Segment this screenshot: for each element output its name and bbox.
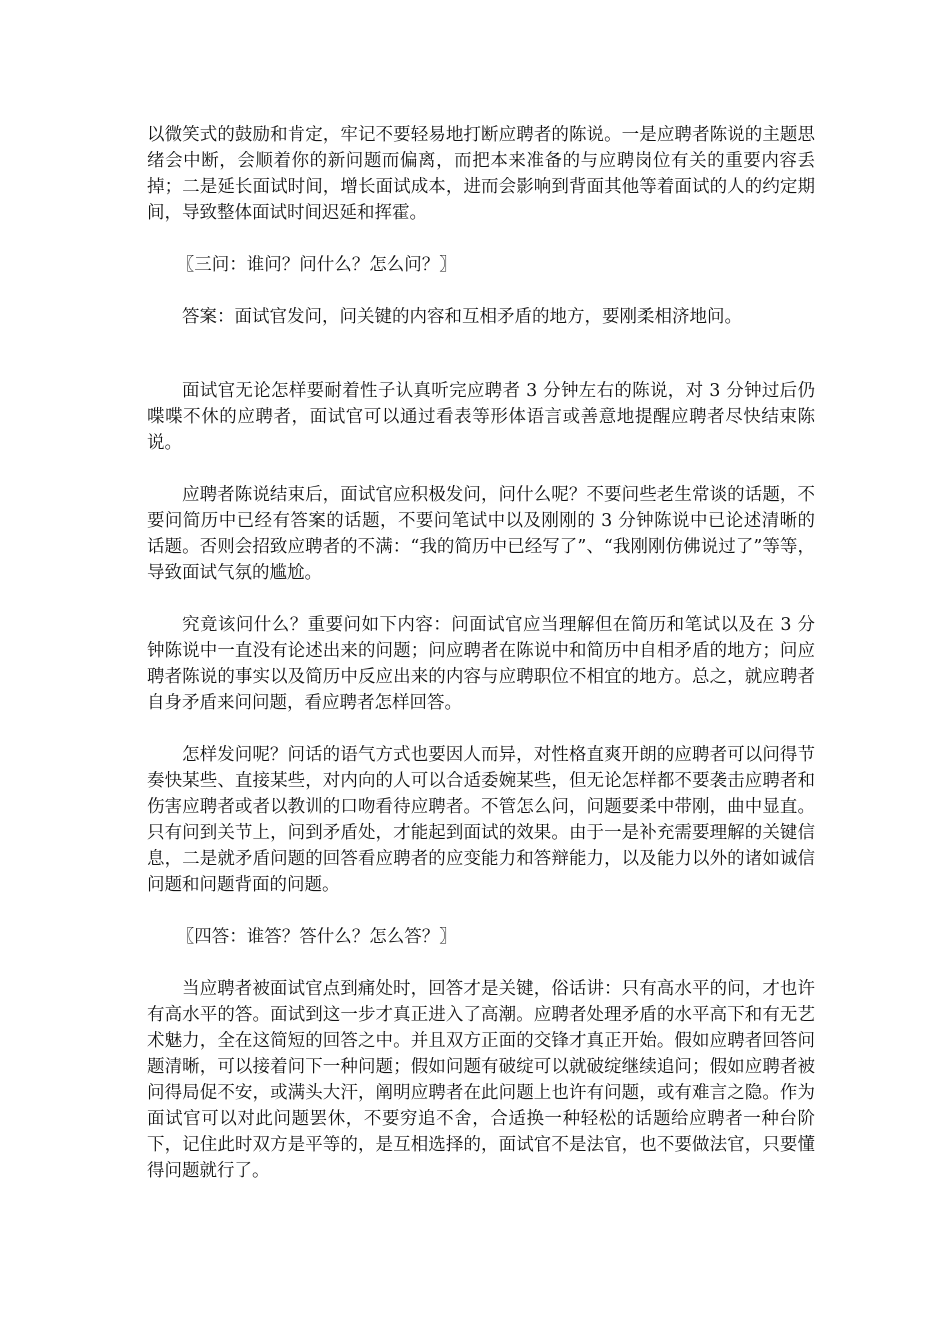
paragraph-interrupt-advice: 以微笑式的鼓励和肯定，牢记不要轻易地打断应聘者的陈说。一是应聘者陈说的主题思绪会中断，会顺着你的新问题而偏离，而把本来准备的与应聘岗位有关的重要内容丢掉；二是延长面试时间，增长面试成本，进而会影响到背面其他等着面试的人的约定期间，导致整体面试时间迟延和挥霍。: [147, 125, 815, 223]
paragraph-answering: 当应聘者被面试官点到痛处时，回答才是关键，俗话讲：只有高水平的问，才也许有高水平的答。面试到这一步才真正进入了高潮。应聘者处理矛盾的水平高下和有无艺术魅力，全在这简短的回答之中。并且双方正面的交锋才真正开始。假如应聘者回答问题清晰，可以接着问下一种问题；假如问题有破绽可以就破绽继续追问；假如应聘者被问得局促不安，或满头大汗，阐明应聘者在此问题上也许有问题，或有难言之隐。作为面试官可以对此问题罢休，不要穷追不舍，合适换一种轻松的话题给应聘者一种台阶下，记住此时双方是平等的，是互相选择的，面试官不是法官，也不要做法官，只要懂得问题就行了。: [147, 979, 815, 1181]
paragraph-what-to-ask: 究竟该问什么？重要问如下内容：问面试官应当理解但在简历和笔试以及在 3 分钟陈说中一直没有论述出来的问题；问应聘者在陈说中和简历中自相矛盾的地方；问应聘者陈说的事实以及简历中反应出来的内容与应聘职位不相宜的地方。总之，就应聘者自身矛盾来问问题，看应聘者怎样回答。: [147, 615, 815, 713]
paragraph-answer-summary: 答案：面试官发问，问关键的内容和互相矛盾的地方，要刚柔相济地问。: [182, 307, 742, 327]
document-body: [147, 122, 815, 1184]
paragraph-listen-patiently: 面试官无论怎样要耐着性子认真听完应聘者 3 分钟左右的陈说，对 3 分钟过后仍喋喋不休的应聘者，面试官可以通过看表等形体语言或善意地提醒应聘者尽快结束陈说。: [147, 381, 815, 453]
section-heading-three-ask: 〖三问：谁问？问什么？怎么问？〗: [176, 255, 457, 275]
section-heading-four-answer: 〖四答：谁答？答什么？怎么答？〗: [176, 927, 457, 947]
paragraph-what-not-to-ask: 应聘者陈说结束后，面试官应积极发问，问什么呢？不要问些老生常谈的话题，不要问简历中已经有答案的话题，不要问笔试中以及刚刚的 3 分钟陈说中已论述清晰的话题。否则会招致应聘者的不满：“我的简历中已经写了”、“我刚刚仿佛说过了”等等，导致面试气氛的尴尬。: [147, 485, 815, 583]
paragraph-how-to-ask: 怎样发问呢？问话的语气方式也要因人而异，对性格直爽开朗的应聘者可以问得节奏快某些、直接某些，对内向的人可以合适委婉某些，但无论怎样都不要袭击应聘者和伤害应聘者或者以教训的口吻看待应聘者。不管怎么问，问题要柔中带刚，曲中显直。只有问到关节上，问到矛盾处，才能起到面试的效果。由于一是补充需要理解的关键信息，二是就矛盾问题的回答看应聘者的应变能力和答辩能力，以及能力以外的诸如诚信问题和问题背面的问题。: [147, 745, 815, 895]
